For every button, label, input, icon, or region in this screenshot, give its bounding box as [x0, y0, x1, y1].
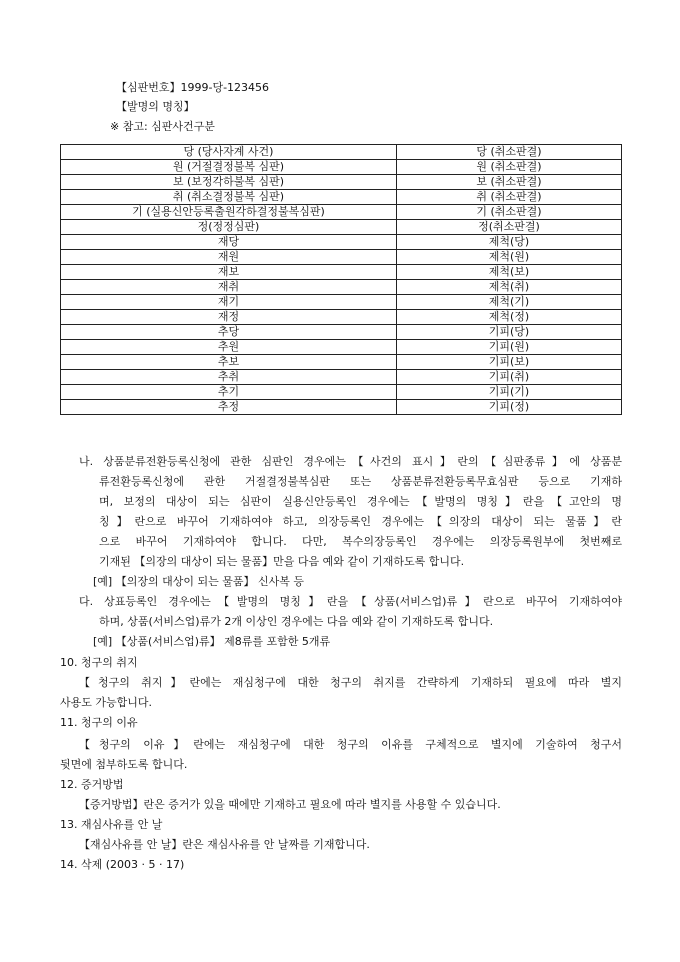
judgment-type-cell: 기피(취)	[397, 370, 622, 385]
case-type-cell: 추보	[61, 355, 397, 370]
table-row	[61, 280, 622, 295]
case-type-cell: 추정	[61, 400, 397, 415]
item-da-line: 하며, 상품(서비스업)류가 2개 이상인 경우에는 다음 예와 같이 기재하도록 합니다.	[99, 615, 494, 628]
section-12-heading: 12. 증거방법	[60, 778, 124, 791]
case-type-cell: 정(정정심판)	[61, 220, 397, 235]
case-type-cell: 추당	[61, 325, 397, 340]
section-11-text: 뒷면에 첨부하도록 합니다.	[60, 758, 188, 771]
case-type-cell: 추취	[61, 370, 397, 385]
judgment-type-cell: 정(취소판결)	[397, 220, 622, 235]
judgment-type-cell: 제척(원)	[397, 250, 622, 265]
case-type-cell: 보 (보정각하불복 심판)	[61, 175, 397, 190]
table-row	[61, 250, 622, 265]
item-na-line: 칭】란으로 바꾸어 기재하여야 하고, 의장등록인 경우에는【의장의 대상이 되는 물품】란	[99, 515, 622, 528]
table-row	[61, 340, 622, 355]
table-row	[61, 355, 622, 370]
judgment-type-cell: 취 (취소판결)	[397, 190, 622, 205]
judgment-type-cell: 원 (취소판결)	[397, 160, 622, 175]
case-type-cell: 재보	[61, 265, 397, 280]
case-type-cell: 취 (취소결정불복 심판)	[61, 190, 397, 205]
case-type-cell: 재정	[61, 310, 397, 325]
section-11-heading: 11. 청구의 이유	[60, 716, 138, 729]
judgment-type-cell: 기피(정)	[397, 400, 622, 415]
judgment-type-cell: 기피(기)	[397, 385, 622, 400]
case-type-cell: 기 (실용신안등록출원각하결정불복심판)	[61, 205, 397, 220]
case-type-cell: 당 (당사자계 사건)	[61, 145, 397, 160]
item-na-line: 으로 바꾸어 기재하여야 합니다. 다만, 복수의장등록인 경우에는 의장등록원부에 첫번째로	[99, 535, 622, 548]
table-row	[61, 175, 622, 190]
case-type-cell: 추원	[61, 340, 397, 355]
section-14-heading: 14. 삭제 (2003 · 5 · 17)	[60, 858, 185, 871]
table-row	[61, 220, 622, 235]
item-na-example: [예] 【의장의 대상이 되는 물품】 신사복 등	[93, 575, 304, 588]
table-row	[61, 310, 622, 325]
table-row	[61, 265, 622, 280]
reference-note: ※ 참고: 심판사건구분	[110, 120, 215, 133]
item-da-line: 다. 상표등록인 경우에는【발명의 명칭】란을【상품(서비스업)류】란으로 바꾸어 기재하여야	[79, 595, 622, 608]
table-row	[61, 400, 622, 415]
section-13-heading: 13. 재심사유를 안 날	[60, 818, 163, 831]
item-na-line: 나. 상품분류전환등록신청에 관한 심판인 경우에는【사건의 표시】란의【심판종류】에 상품분	[79, 455, 622, 468]
table-row	[61, 160, 622, 175]
table-row	[61, 145, 622, 160]
case-type-cell: 재원	[61, 250, 397, 265]
table-row	[61, 370, 622, 385]
case-classification-table	[60, 144, 622, 415]
section-10-text: 【청구의 취지】란에는 재심청구에 대한 청구의 취지를 간략하게 기재하되 필요에 따라 별지	[79, 676, 622, 689]
item-na-line: 며, 보정의 대상이 되는 심판이 실용신안등록인 경우에는【발명의 명칭】란을【고안의 명	[99, 495, 622, 508]
judgment-type-cell: 기피(당)	[397, 325, 622, 340]
invention-title-label: 【발명의 명칭】	[116, 100, 195, 113]
table-row	[61, 190, 622, 205]
case-type-cell: 재당	[61, 235, 397, 250]
item-na-line: 기재된 【의장의 대상이 되는 물품】만을 다음 예와 같이 기재하도록 합니다.	[99, 555, 465, 568]
judgment-type-cell: 제척(보)	[397, 265, 622, 280]
item-na-line: 류전환등록신청에 관한 거절결정불복심판 또는 상품분류전환등록무효심판 등으로 기재하	[99, 475, 622, 488]
table-row	[61, 385, 622, 400]
case-type-cell: 추기	[61, 385, 397, 400]
judgment-type-cell: 제척(정)	[397, 310, 622, 325]
judgment-type-cell: 제척(취)	[397, 280, 622, 295]
table-row	[61, 205, 622, 220]
item-da-example: [예] 【상품(서비스업)류】 제8류를 포함한 5개류	[93, 635, 331, 648]
judgment-type-cell: 보 (취소판결)	[397, 175, 622, 190]
section-10-heading: 10. 청구의 취지	[60, 656, 138, 669]
case-type-cell: 재기	[61, 295, 397, 310]
judgment-type-cell: 제척(기)	[397, 295, 622, 310]
table-row	[61, 325, 622, 340]
judgment-type-cell: 당 (취소판결)	[397, 145, 622, 160]
trial-number: 【심판번호】1999-당-123456	[116, 81, 270, 94]
judgment-type-cell: 기피(보)	[397, 355, 622, 370]
judgment-type-cell: 제척(당)	[397, 235, 622, 250]
section-12-text: 【증거방법】란은 증거가 있을 때에만 기재하고 필요에 따라 별지를 사용할 수 있습니다.	[79, 798, 501, 811]
table-row	[61, 295, 622, 310]
section-11-text: 【청구의 이유】란에는 재심청구에 대한 청구의 이유를 구체적으로 별지에 기술하여 청구서	[79, 738, 622, 751]
table-row	[61, 235, 622, 250]
judgment-type-cell: 기 (취소판결)	[397, 205, 622, 220]
case-type-cell: 재취	[61, 280, 397, 295]
judgment-type-cell: 기피(원)	[397, 340, 622, 355]
section-13-text: 【재심사유를 안 날】란은 재심사유를 안 날짜를 기재합니다.	[79, 838, 370, 851]
section-10-text: 사용도 가능합니다.	[60, 696, 153, 709]
case-type-cell: 원 (거절결정불복 심판)	[61, 160, 397, 175]
